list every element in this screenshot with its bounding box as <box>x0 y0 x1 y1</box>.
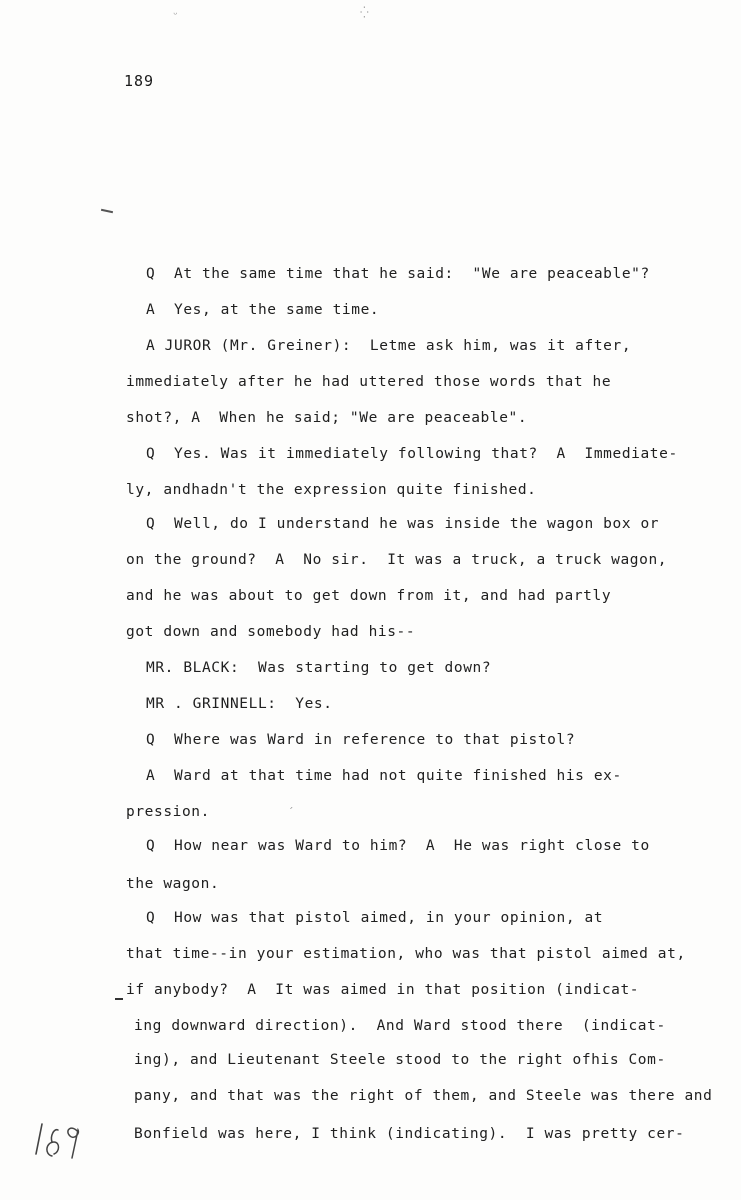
transcript-line: Bonfield was here, I think (indicating). I was pretty cer- <box>134 1126 685 1142</box>
transcript-line: Q How near was Ward to him? A He was right close to <box>146 838 650 854</box>
transcript-line: Q Well, do I understand he was inside the wagon box or <box>146 516 660 532</box>
handwritten-page-number <box>30 1118 90 1162</box>
transcript-line: Q Yes. Was it immediately following that? A Immediate- <box>146 446 678 462</box>
transcript-line: and he was about to get down from it, and had partly <box>126 588 612 604</box>
transcript-line: ing downward direction). And Ward stood there (indicat- <box>134 1018 666 1034</box>
speck: ᵕ <box>172 8 179 21</box>
transcript-line: pany, and that was the right of them, and Steele was there and <box>134 1088 713 1104</box>
transcript-line: ly, andhadn't the expression quite finished. <box>126 482 537 498</box>
margin-mark <box>101 209 113 213</box>
transcript-line: Q Where was Ward in reference to that pistol? <box>146 732 576 748</box>
transcript-line: the wagon. <box>126 876 220 892</box>
transcript-line: ing), and Lieutenant Steele stood to the right ofhis Com- <box>134 1052 666 1068</box>
transcript-line: if anybody? A It was aimed in that position (indicat- <box>126 982 640 998</box>
speck: ⁛ <box>360 6 369 19</box>
transcript-line: MR . GRINNELL: Yes. <box>146 696 333 712</box>
speck: ˏ <box>288 796 295 809</box>
transcript-line: A Yes, at the same time. <box>146 302 380 318</box>
transcript-line: Q At the same time that he said: "We are peaceable"? <box>146 266 650 282</box>
transcript-line: shot?, A When he said; "We are peaceable". <box>126 410 528 426</box>
transcript-line: pression. <box>126 804 210 820</box>
transcript-line: immediately after he had uttered those words that he <box>126 374 612 390</box>
transcript-line: that time--in your estimation, who was that pistol aimed at, <box>126 946 686 962</box>
transcript-line: got down and somebody had his-- <box>126 624 416 640</box>
transcript-line: Q How was that pistol aimed, in your opinion, at <box>146 910 604 926</box>
margin-mark <box>115 998 123 1000</box>
page-number: 189 <box>124 72 155 90</box>
transcript-line: MR. BLACK: Was starting to get down? <box>146 660 492 676</box>
transcript-line: A JUROR (Mr. Greiner): Letme ask him, was it after, <box>146 338 632 354</box>
transcript-line: A Ward at that time had not quite finished his ex- <box>146 768 622 784</box>
transcript-line: on the ground? A No sir. It was a truck, a truck wagon, <box>126 552 668 568</box>
